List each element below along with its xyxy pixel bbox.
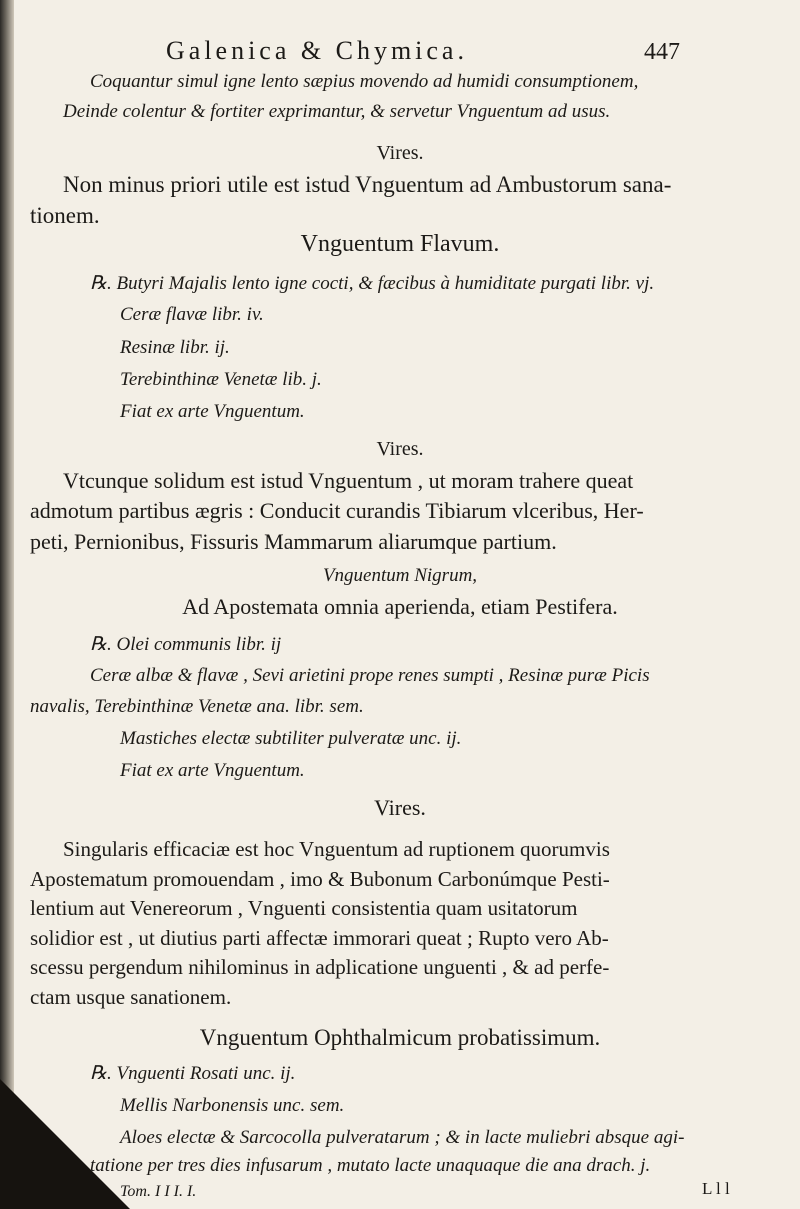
recipe2-line-4: Mastiches electæ subtiliter pulveratæ unc. ij. — [120, 728, 462, 749]
page-number: 447 — [644, 39, 680, 65]
recipe3-line-1: ℞. Vnguenti Rosati unc. ij. — [90, 1063, 296, 1084]
recipe-line-1: ℞. Butyri Majalis lento igne cocti, & fæcibus à humiditate purgati libr. vj. — [90, 273, 655, 294]
recipe-line-5: Fiat ex arte Vnguentum. — [120, 401, 305, 422]
recipe2-line-1: ℞. Olei communis libr. ij — [90, 634, 282, 655]
heading-vires-2: Vires. — [376, 438, 424, 460]
heading-vires-3: Vires. — [374, 795, 426, 820]
text-line-1: Coquantur simul igne lento sæpius movendo ad humidi consumptionem, — [90, 71, 639, 92]
recipe2-line-5: Fiat ex arte Vnguentum. — [120, 760, 305, 781]
page-corner-shadow — [0, 1079, 130, 1209]
text-line-15: peti, Pernionibus, Fissuris Mammarum aliarumque partium. — [30, 529, 557, 554]
heading-unguentum-nigrum: Vnguentum Nigrum, — [322, 565, 478, 586]
recipe-line-3: Resinæ libr. ij. — [120, 337, 230, 358]
text-line-24: Singularis efficaciæ est hoc Vnguentum ad ruptionem quorumvis — [63, 837, 610, 861]
text-line-29: ctam usque sanationem. — [30, 985, 232, 1009]
text-line-28: scessu pergendum nihilominus in adplicatione unguenti , & ad perfe- — [30, 955, 610, 979]
running-title: Galenica & Chymica. — [166, 36, 468, 65]
recipe2-line-2: Ceræ albæ & flavæ , Sevi arietini prope renes sumpti , Resinæ puræ Picis — [90, 665, 650, 686]
recipe3-line-3: Aloes electæ & Sarcocolla pulveratarum ; & in lacte muliebri absque agi- — [120, 1127, 685, 1148]
signature-volume: Tom. I I I. I. — [120, 1183, 197, 1200]
text-line-26: lentium aut Venereorum , Vnguenti consistentia quam usitatorum — [30, 896, 578, 920]
text-line-2: Deinde colentur & fortiter exprimantur, & servetur Vnguentum ad usus. — [63, 101, 611, 122]
text-line-4: Non minus priori utile est istud Vnguentum ad Ambustorum sana- — [63, 172, 672, 197]
text-line-25: Apostematum promouendam , imo & Bubonum Carbonúmque Pesti- — [30, 867, 610, 891]
recipe-line-2: Ceræ flavæ libr. iv. — [120, 304, 264, 325]
signature-mark: L l l — [702, 1179, 730, 1198]
text-line-13: Vtcunque solidum est istud Vnguentum , ut moram trahere queat — [63, 468, 634, 493]
text-line-5: tionem. — [30, 203, 100, 228]
recipe2-line-3: navalis, Terebinthinæ Venetæ ana. libr. sem. — [30, 696, 364, 717]
recipe3-line-2: Mellis Narbonensis unc. sem. — [120, 1095, 345, 1116]
heading-unguentum-flavum: Vnguentum Flavum. — [300, 231, 500, 257]
subheading-apostemata: Ad Apostemata omnia aperienda, etiam Pestifera. — [182, 594, 618, 619]
heading-vires-1: Vires. — [376, 142, 424, 164]
text-line-27: solidior est , ut diutius parti affectæ immorari queat ; Rupto vero Ab- — [30, 926, 609, 950]
text-line-14: admotum partibus ægris : Conducit curandis Tibiarum vlceribus, Her- — [30, 498, 644, 523]
recipe3-line-4: tatione per tres dies infusarum , mutato lacte unaquaque die ana drach. j. — [90, 1155, 651, 1176]
recipe-line-4: Terebinthinæ Venetæ lib. j. — [120, 369, 322, 390]
heading-unguentum-ophthalmicum: Vnguentum Ophthalmicum probatissimum. — [199, 1025, 601, 1050]
